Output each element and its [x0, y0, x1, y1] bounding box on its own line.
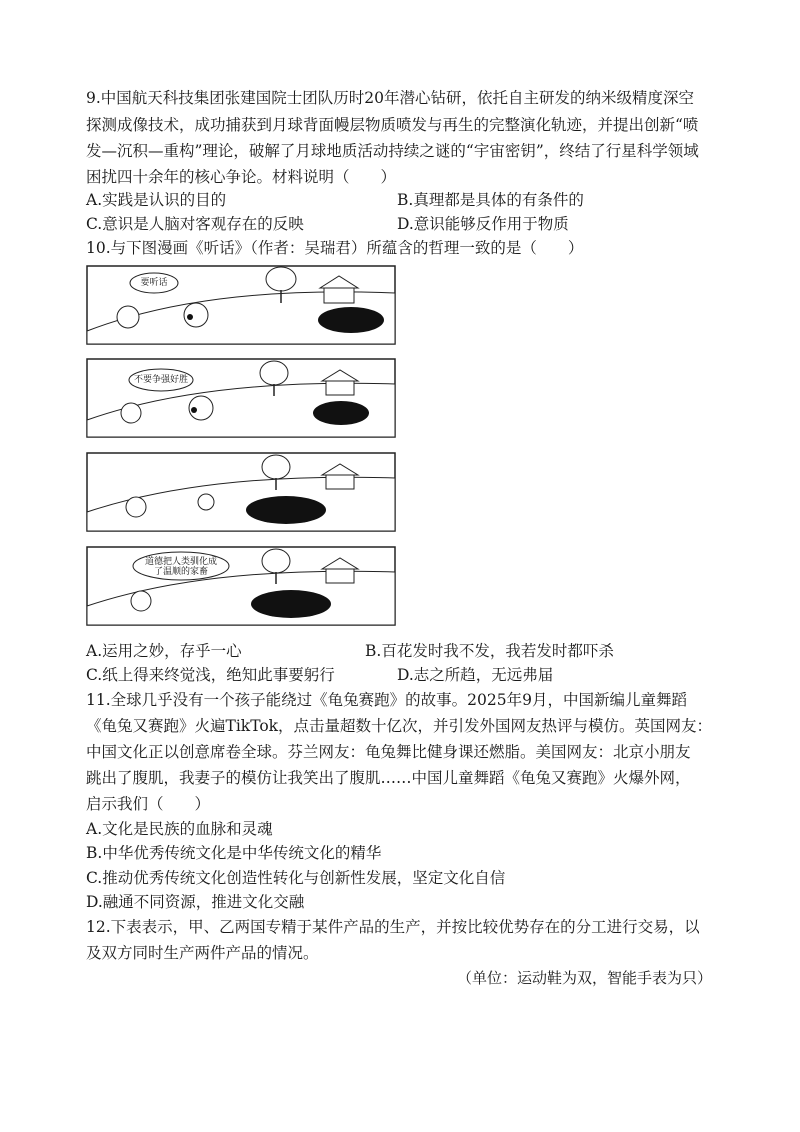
- comic-bubble-2: 不要争强好胜: [133, 375, 188, 385]
- q9-line-1: 9.中国航天科技集团张建国院士团队历时20年潜心钻研，依托自主研发的纳米级精度深空: [86, 89, 695, 107]
- q10-option-b: B.百花发时我不发，我若发时都吓杀: [365, 642, 614, 660]
- q10-option-d: D.志之所趋，无远弗届: [397, 666, 554, 684]
- comic-listen: [86, 265, 396, 630]
- q9-line-2: 探测成像技术，成功捕获到月球背面幔层物质喷发与再生的完整演化轨迹，并提出创新“喷: [86, 116, 699, 134]
- q11-line-1: 11.全球几乎没有一个孩子能绕过《龟兔赛跑》的故事。2025年9月，中国新编儿童舞蹈: [86, 691, 687, 709]
- q12-line-2: 及双方同时生产两件产品的情况。: [86, 944, 319, 962]
- comic-panel-4: [86, 546, 396, 626]
- q9-line-4: 困扰四十余年的核心争论。材料说明（ ）: [86, 168, 397, 186]
- q11-line-3: 中国文化正以创意席卷全球。芬兰网友：龟兔舞比健身课还燃脂。美国网友：北京小朋友: [86, 743, 691, 761]
- q9-option-d: D.意识能够反作用于物质: [397, 215, 569, 233]
- comic-panel-3: [86, 452, 396, 532]
- q11-option-b: B.中华优秀传统文化是中华传统文化的精华: [86, 844, 382, 862]
- q9-option-b: B.真理都是具体的有条件的: [397, 191, 584, 209]
- q10-option-a: A.运用之妙，存乎一心: [86, 642, 242, 660]
- q9-option-a: A.实践是认识的目的: [86, 191, 227, 209]
- q11-line-2: 《龟兔又赛跑》火遍TikTok，点击量超数十亿次，并引发外国网友热评与模仿。英国网友：: [86, 717, 713, 735]
- q11-option-c: C.推动优秀传统文化创造性转化与创新性发展，坚定文化自信: [86, 869, 506, 887]
- q12-line-1: 12.下表表示，甲、乙两国专精于某件产品的生产，并按比较优势存在的分工进行交易，以: [86, 918, 700, 936]
- q10-option-c: C.纸上得来终觉浅，绝知此事要躬行: [86, 666, 335, 684]
- q12-unit-note: （单位：运动鞋为双，智能手表为只）: [456, 969, 712, 987]
- q9-option-c: C.意识是人脑对客观存在的反映: [86, 215, 304, 233]
- comic-bubble-3: 道德把人类驯化成了温顺的家畜: [144, 557, 217, 577]
- q9-line-3: 发—沉积—重构”理论，破解了月球地质活动持续之谜的“宇宙密钥”，终结了行星科学领域: [86, 142, 699, 160]
- q11-option-a: A.文化是民族的血脉和灵魂: [86, 820, 273, 838]
- comic-bubble-1: 要听话: [140, 278, 168, 288]
- q11-line-4: 跳出了腹肌，我妻子的模仿让我笑出了腹肌……中国儿童舞蹈《龟兔又赛跑》火爆外网，: [86, 769, 691, 787]
- q10-stem: 10.与下图漫画《听话》（作者：吴瑞君）所蕴含的哲理一致的是（ ）: [86, 239, 584, 257]
- comic-panel-2: [86, 358, 396, 438]
- comic-panel-1: [86, 265, 396, 345]
- q11-option-d: D.融通不同资源，推进文化交融: [86, 893, 305, 911]
- q11-line-5: 启示我们（ ）: [86, 795, 211, 813]
